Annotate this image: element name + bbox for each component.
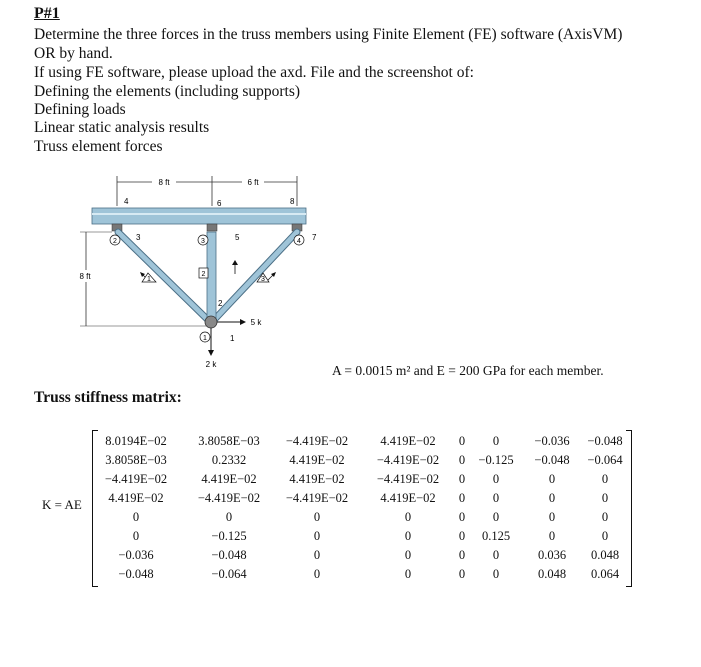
matrix-cell: 0 <box>458 453 466 467</box>
matrix-cell: 0 <box>458 567 466 581</box>
matrix-cell: −4.419E−02 <box>104 472 168 486</box>
matrix-cell: 0 <box>601 510 609 524</box>
problem-line-1: Determine the three forces in the truss members using Finite Element (FE) software (AxisVM) <box>34 26 623 43</box>
matrix-cell: 4.419E−02 <box>380 434 436 448</box>
element-label-1: 1 <box>147 276 151 283</box>
matrix-cell: −4.419E−02 <box>376 472 440 486</box>
matrix-cell: 0 <box>601 472 609 486</box>
node-2: 2 <box>218 299 223 308</box>
dim-top-left: 8 ft <box>158 178 170 187</box>
node-6: 6 <box>217 199 222 208</box>
matrix-cell: −0.064 <box>211 567 247 581</box>
matrix-cell: 0 <box>492 491 500 505</box>
problem-title: P#1 <box>34 5 60 22</box>
truss-figure <box>70 170 330 375</box>
matrix-cell: 0 <box>548 529 556 543</box>
matrix-cell: 0 <box>404 548 412 562</box>
support-label-2: 2 <box>113 238 117 245</box>
member-vertical <box>207 232 216 320</box>
material-note: A = 0.0015 m² and E = 200 GPa for each member. <box>332 363 604 378</box>
problem-line-5: Defining loads <box>34 101 126 118</box>
dim-height: 8 ft <box>79 272 91 281</box>
node-8: 8 <box>290 197 295 206</box>
matrix-label: K = AE <box>42 497 82 512</box>
support-label-4: 4 <box>297 238 301 245</box>
load-right-label: 5 k <box>250 318 262 327</box>
problem-line-6: Linear static analysis results <box>34 119 210 136</box>
matrix-cell: 0 <box>492 434 500 448</box>
matrix-cell: 0 <box>601 491 609 505</box>
matrix-cell: 4.419E−02 <box>380 491 436 505</box>
matrix-cell: 4.419E−02 <box>201 472 257 486</box>
matrix-cell: 0 <box>492 548 500 562</box>
matrix-cell: −0.125 <box>211 529 247 543</box>
matrix-cell: −0.048 <box>587 434 623 448</box>
arrow-down-icon <box>208 350 214 356</box>
matrix-cell: 0 <box>492 510 500 524</box>
matrix-cell: 3.8058E−03 <box>198 434 260 448</box>
node-7: 7 <box>312 233 317 242</box>
matrix-cell: −0.064 <box>587 453 623 467</box>
problem-line-4: Defining the elements (including supports) <box>34 83 301 100</box>
matrix-cell: −4.419E−02 <box>376 453 440 467</box>
member-right <box>214 232 297 320</box>
problem-line-2: OR by hand. <box>34 45 113 62</box>
matrix-cell: −0.036 <box>534 434 570 448</box>
matrix-cell: 0 <box>601 529 609 543</box>
matrix-bracket-right <box>626 430 632 587</box>
matrix-cell: 0 <box>458 491 466 505</box>
support-label-1: 1 <box>203 335 207 342</box>
matrix-cell: 8.0194E−02 <box>105 434 167 448</box>
matrix-cell: 0.064 <box>590 567 620 581</box>
matrix-cell: 0 <box>548 491 556 505</box>
matrix-cell: −0.048 <box>118 567 154 581</box>
load-down-label: 2 k <box>205 360 217 369</box>
support-middle <box>207 224 217 231</box>
matrix-cell: 4.419E−02 <box>289 472 345 486</box>
matrix-cell: 0 <box>404 567 412 581</box>
dim-top-right: 6 ft <box>247 178 259 187</box>
matrix-cell: −0.048 <box>211 548 247 562</box>
matrix-cell: 0 <box>313 529 321 543</box>
matrix-cell: 0 <box>458 529 466 543</box>
member-left <box>118 232 208 320</box>
matrix-cell: 0 <box>132 529 140 543</box>
support-label-3: 3 <box>201 238 205 245</box>
matrix-cell: 0 <box>492 567 500 581</box>
matrix-cell: 0.048 <box>537 567 567 581</box>
matrix-cell: 0 <box>458 434 466 448</box>
matrix-cell: −0.036 <box>118 548 154 562</box>
matrix-cell: 0 <box>404 510 412 524</box>
node-3: 3 <box>136 233 141 242</box>
matrix-cell: 0 <box>313 548 321 562</box>
matrix-cell: −4.419E−02 <box>197 491 261 505</box>
matrix-cell: 0.2332 <box>211 453 247 467</box>
matrix-cell: 0 <box>313 510 321 524</box>
stiffness-matrix <box>92 430 632 587</box>
matrix-cell: 4.419E−02 <box>108 491 164 505</box>
node-1: 1 <box>230 334 235 343</box>
problem-line-7: Truss element forces <box>34 138 163 155</box>
matrix-cell: 0 <box>404 529 412 543</box>
problem-line-3: If using FE software, please upload the axd. File and the screenshot of: <box>34 64 474 81</box>
element-label-2: 2 <box>201 271 206 278</box>
matrix-cell: 0 <box>458 548 466 562</box>
matrix-bracket-left <box>92 430 98 587</box>
matrix-cell: 3.8058E−03 <box>105 453 167 467</box>
matrix-cell: 0 <box>132 510 140 524</box>
matrix-cell: 0 <box>225 510 233 524</box>
matrix-cell: 0 <box>458 510 466 524</box>
matrix-cell: 0.036 <box>537 548 567 562</box>
matrix-cell: −0.048 <box>534 453 570 467</box>
matrix-cell: 0 <box>548 472 556 486</box>
matrix-heading: Truss stiffness matrix: <box>34 389 182 406</box>
matrix-cell: 0 <box>548 510 556 524</box>
element-label-3: 3 <box>261 276 265 283</box>
node-5: 5 <box>235 233 240 242</box>
matrix-cell: 0 <box>313 567 321 581</box>
matrix-cell: 0 <box>458 472 466 486</box>
matrix-cell: −4.419E−02 <box>285 434 349 448</box>
matrix-cell: −4.419E−02 <box>285 491 349 505</box>
matrix-cell: 0 <box>492 472 500 486</box>
matrix-cell: −0.125 <box>478 453 514 467</box>
node-4: 4 <box>124 197 129 206</box>
arrow-right-icon <box>240 319 246 325</box>
matrix-cell: 0.048 <box>590 548 620 562</box>
joint-bottom <box>205 316 217 328</box>
matrix-cell: 4.419E−02 <box>289 453 345 467</box>
matrix-cell: 0.125 <box>481 529 511 543</box>
